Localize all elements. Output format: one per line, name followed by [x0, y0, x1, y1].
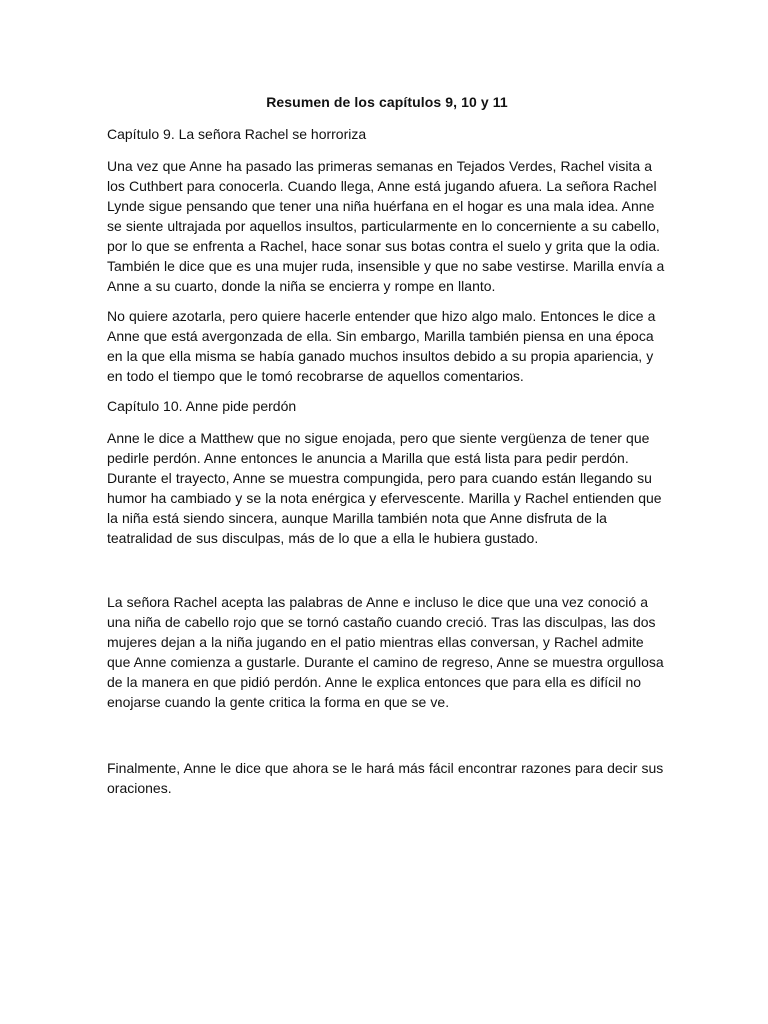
chapter-9-heading: Capítulo 9. La señora Rachel se horroriza: [107, 126, 367, 142]
chapter-10-paragraph-2: La señora Rachel acepta las palabras de Anne e incluso le dice que una vez conoció a una niña de cabello rojo que se tornó castaño cuando creció. Tras las disculpas, las dos mujeres dejan a la niña jugando en el patio mientras ellas conversan, y Rachel admite que Anne comienza a gustarle. Durante el camino de regreso, Anne se muestra orgullosa de la manera en que pidió perdón. Anne le explica entonces que para ella es difícil no enojarse cuando la gente critica la forma en que se ve.: [107, 594, 664, 710]
paragraph-spacer: [107, 558, 667, 592]
chapter-10-heading: Capítulo 10. Anne pide perdón: [107, 398, 297, 414]
chapter-9-paragraph-2: No quiere azotarla, pero quiere hacerle entender que hizo algo malo. Entonces le dice a Anne que está avergonzada de ella. Sin embargo, Marilla también piensa en una época en la que ella misma se había ganado muchos insultos debido a su propia apariencia, y en todo el tiempo que le tomó recobrarse de aquellos comentarios.: [107, 308, 656, 384]
paragraph-spacer: [107, 722, 667, 758]
chapter-9-paragraph-1: Una vez que Anne ha pasado las primeras semanas en Tejados Verdes, Rachel visita a los Cuthbert para conocerla. Cuando llega, Anne está jugando afuera. La señora Rachel Lynde sigue pensando que tener una niña huérfana en el hogar es una mala idea. Anne se siente ultrajada por aquellos insultos, particularmente en lo concerniente a su cabello, por lo que se enfrenta a Rachel, hace sonar sus botas contra el suelo y grita que la odia. También le dice que es una mujer ruda, insensible y que no sabe vestirse. Marilla envía a Anne a su cuarto, donde la niña se encierra y rompe en llanto.: [107, 158, 665, 294]
document-title: Resumen de los capítulos 9, 10 y 11: [266, 94, 508, 110]
document-content: [107, 92, 667, 808]
chapter-10-paragraph-3: Finalmente, Anne le dice que ahora se le hará más fácil encontrar razones para decir sus oraciones.: [107, 760, 664, 796]
chapter-10-paragraph-1: Anne le dice a Matthew que no sigue enojada, pero que siente vergüenza de tener que pedirle perdón. Anne entonces le anuncia a Marilla que está lista para pedir perdón. Durante el trayecto, Anne se muestra compungida, pero para cuando están llegando su humor ha cambiado y se la nota enérgica y efervescente. Marilla y Rachel entienden que la niña está siendo sincera, aunque Marilla también nota que Anne disfruta de la teatralidad de sus disculpas, más de lo que a ella le hubiera gustado.: [107, 430, 662, 546]
